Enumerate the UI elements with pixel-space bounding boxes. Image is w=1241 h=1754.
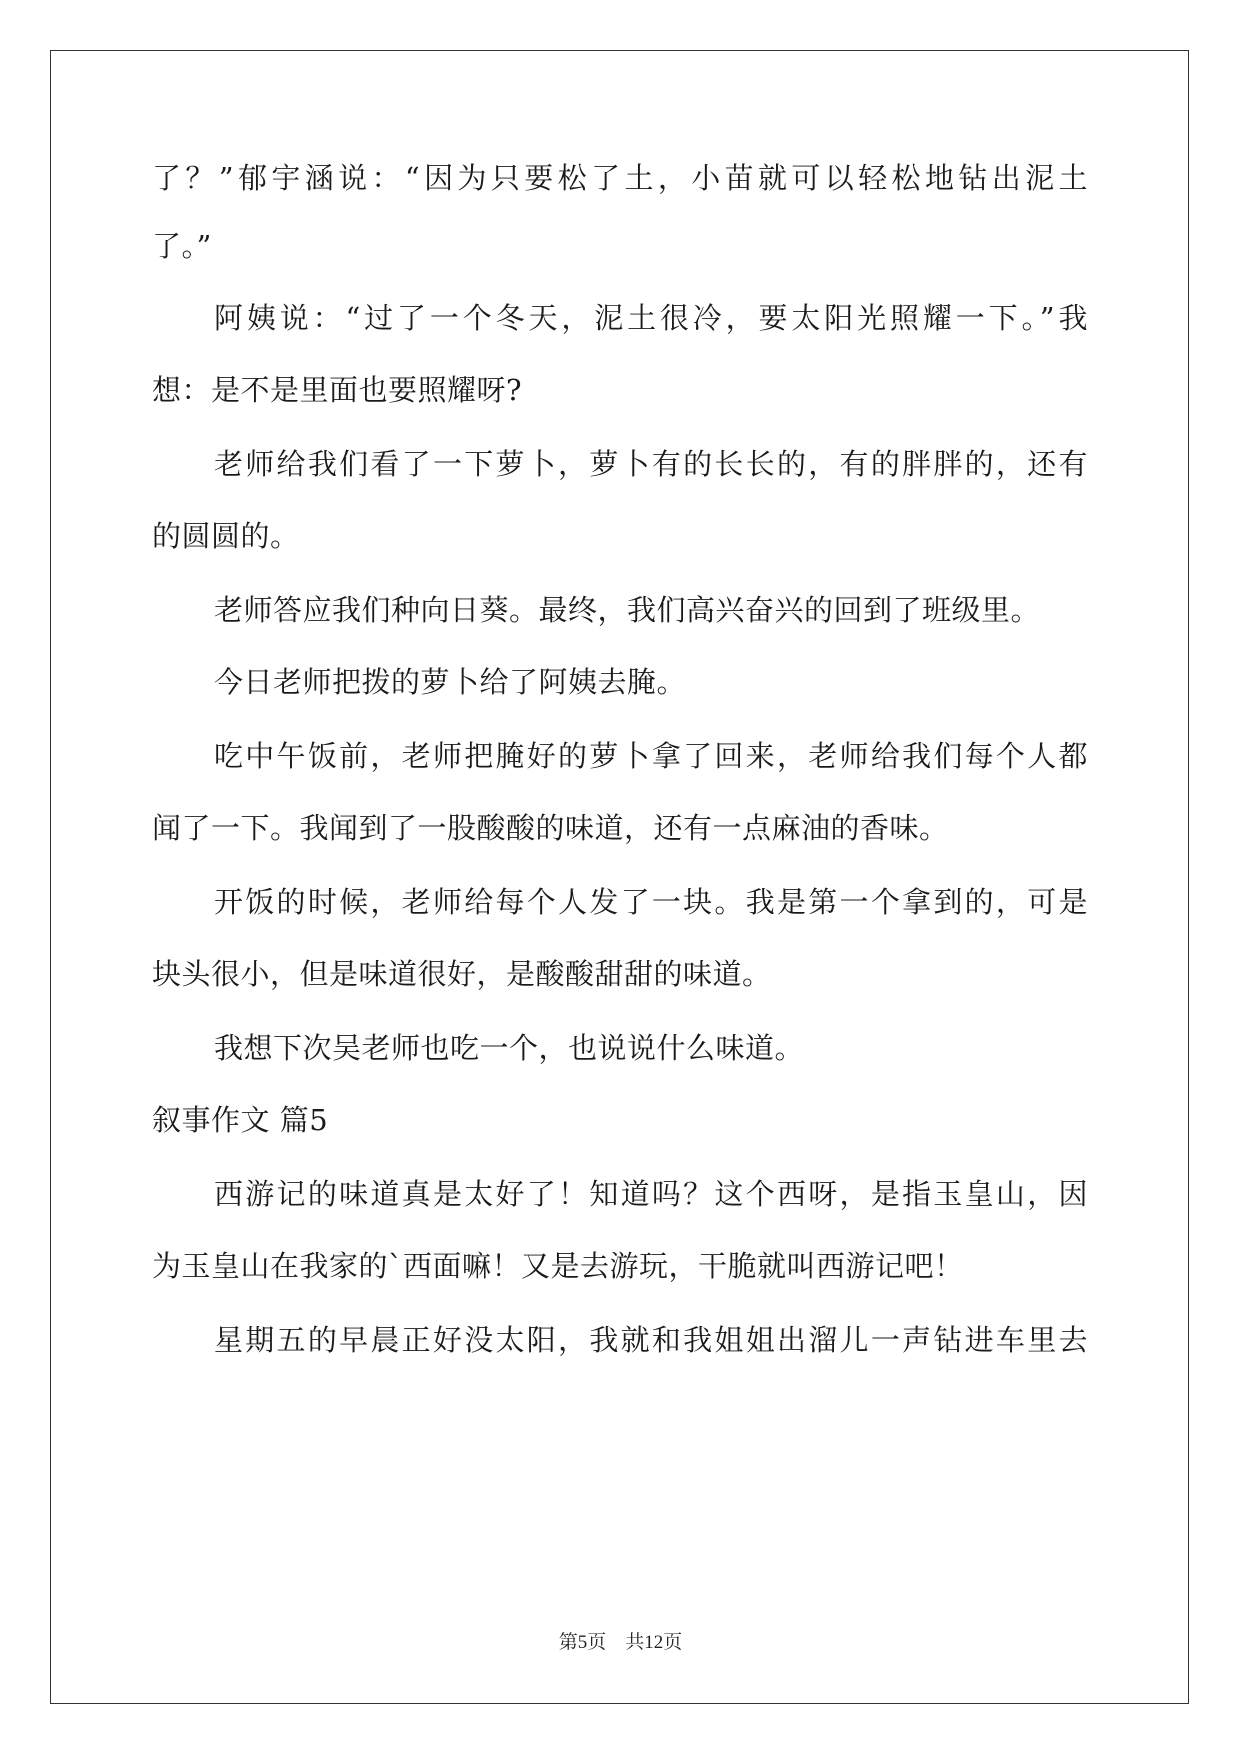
text-line: 闻了一下。我闻到了一股酸酸的味道，还有一点麻油的香味。	[152, 811, 949, 845]
text-line: 了？”郁宇涵说：“因为只要松了土，小苗就可以轻松地钻出泥土	[152, 161, 1088, 195]
text-line: 星期五的早晨正好没太阳，我就和我姐姐出溜儿一声钻进车里去	[214, 1323, 1088, 1357]
text-line: 西游记的味道真是太好了！知道吗？这个西呀，是指玉皇山，因	[214, 1177, 1088, 1211]
text-line: 老师给我们看了一下萝卜，萝卜有的长长的，有的胖胖的，还有	[214, 447, 1088, 481]
text-line: 为玉皇山在我家的`西面嘛！又是去游玩，干脆就叫西游记吧！	[152, 1249, 964, 1283]
section-heading: 叙事作文 篇5	[152, 1103, 329, 1137]
text-line: 老师答应我们种向日葵。最终，我们高兴奋兴的回到了班级里。	[214, 593, 1041, 627]
text-line: 想：是不是里面也要照耀呀?	[152, 373, 523, 407]
text-line: 块头很小，但是味道很好，是酸酸甜甜的味道。	[152, 957, 772, 991]
page-total: 共12页	[625, 1632, 683, 1653]
text-line: 的圆圆的。	[152, 519, 300, 553]
text-line: 开饭的时候，老师给每个人发了一块。我是第一个拿到的，可是	[214, 885, 1088, 919]
text-line: 今日老师把拨的萝卜给了阿姨去腌。	[214, 665, 687, 699]
text-line: 吃中午饭前，老师把腌好的萝卜拿了回来，老师给我们每个人都	[214, 739, 1088, 773]
page-border	[50, 50, 1189, 1704]
text-line: 我想下次吴老师也吃一个，也说说什么味道。	[214, 1031, 805, 1065]
page-footer	[0, 1627, 1241, 1654]
text-line: 了。”	[152, 229, 212, 263]
page-number: 第5页	[558, 1632, 607, 1653]
text-line: 阿姨说：“过了一个冬天，泥土很冷，要太阳光照耀一下。”我	[214, 301, 1088, 335]
